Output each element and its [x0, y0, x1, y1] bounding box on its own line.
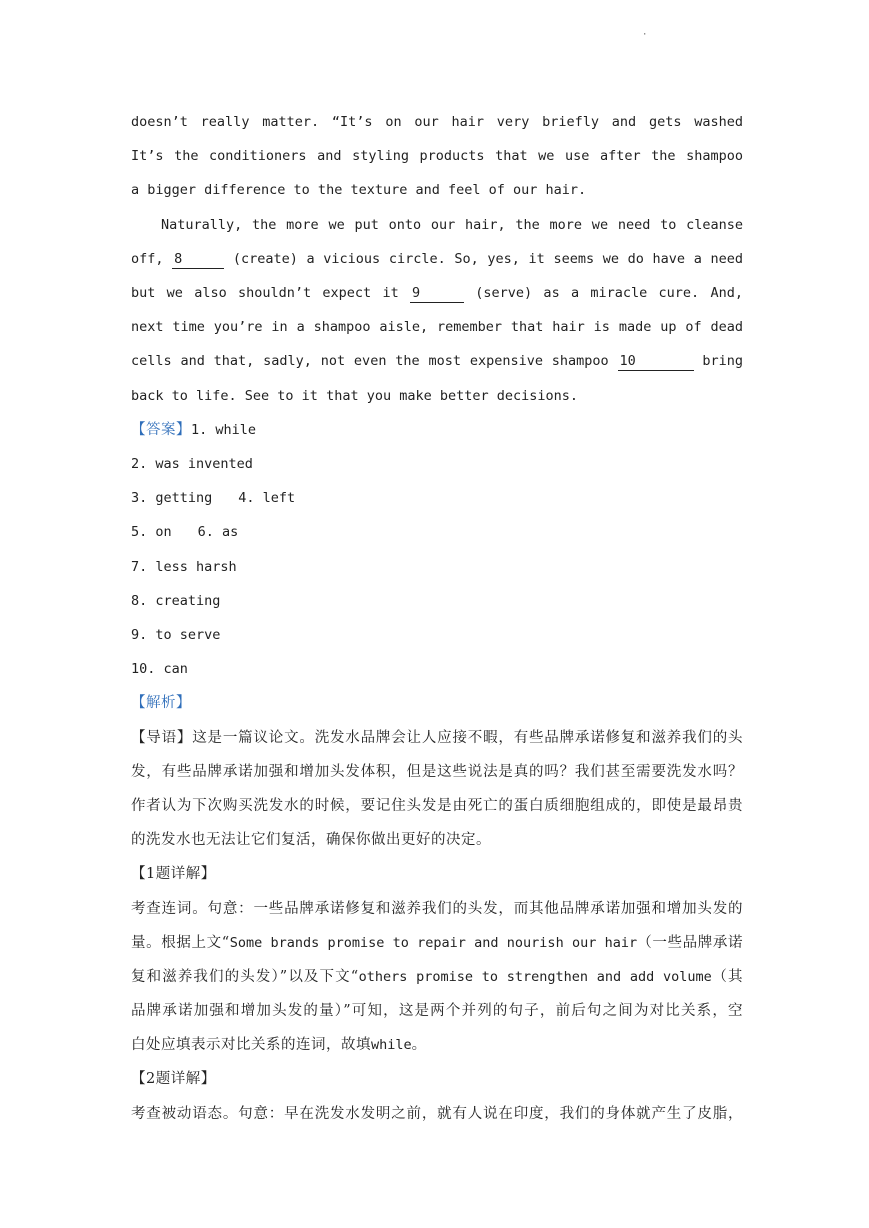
analysis-text: （一些品牌承诺: [637, 934, 743, 951]
answer-item: 1. while: [191, 421, 257, 438]
analysis-text: 量。根据上文“: [131, 934, 230, 951]
header-mark: ·: [642, 30, 648, 40]
analysis-text: 复和滋养我们的头发）”以及下文“: [131, 968, 359, 985]
passage-line: It’s the conditioners and styling products that we use after the shampoo: [131, 148, 743, 165]
answer-item: 2. was invented: [131, 455, 253, 472]
blank-8: 8: [172, 250, 224, 269]
answer-item: 9. to serve: [131, 626, 221, 643]
passage-text: but we also shouldn’t expect it: [131, 284, 399, 301]
analysis-line: 发，有些品牌承诺加强和增加头发体积，但是这些说法是真的吗？我们甚至需要洗发水吗？: [131, 763, 743, 780]
analysis-line: 作者认为下次购买洗发水的时候，要记住头发是由死亡的蛋白质细胞组成的，即使是最昂贵: [131, 797, 743, 814]
answer-item: 8. creating: [131, 592, 221, 609]
passage-text: off,: [131, 250, 164, 267]
passage-text: cells and that, sadly, not even the most expensive shampoo: [131, 353, 609, 370]
question-label: 【2题详解】: [131, 1071, 216, 1088]
answer-line: [131, 481, 743, 515]
answer-item: 5. on: [131, 524, 172, 541]
answer-item: 3. getting: [131, 490, 213, 507]
analysis-line: [131, 960, 743, 994]
passage-line: [131, 242, 743, 276]
quoted-english: Some brands promise to repair and nourish our hair: [229, 934, 638, 951]
analysis-line: 考查被动语态。句意：早在洗发水发明之前，就有人说在印度，我们的身体就产生了皮脂，: [131, 1105, 743, 1122]
quoted-english: others promise to strengthen and add volume: [358, 968, 712, 985]
answer-item: 4. left: [238, 490, 296, 507]
passage-line: a bigger difference to the texture and feel of our hair.: [131, 182, 587, 199]
analysis-label: 【解析】: [131, 695, 191, 712]
intro-label: 【导语】: [131, 729, 193, 746]
answer-item: 7. less harsh: [131, 558, 237, 575]
analysis-line: 考查连词。句意：一些品牌承诺修复和滋养我们的头发，而其他品牌承诺加强和增加头发的: [131, 900, 743, 917]
analysis-text: 。: [411, 1037, 427, 1054]
passage-line: doesn’t really matter. “It’s on our hair very briefly and gets washed: [131, 114, 743, 130]
passage-line: next time you’re in a shampoo aisle, remember that hair is made up of dead: [131, 319, 743, 336]
blank-9: 9: [410, 284, 464, 303]
answer-line: [131, 515, 743, 549]
answer-word: while: [371, 1037, 412, 1054]
analysis-line: 的洗发水也无法让它们复活，确保你做出更好的决定。: [131, 832, 491, 849]
answer-line: [131, 413, 743, 447]
answer-item: 6. as: [197, 524, 239, 541]
analysis-line: [131, 721, 743, 755]
passage-line: [131, 344, 743, 378]
question-label: 【1题详解】: [131, 866, 216, 883]
answer-item: 10. can: [131, 661, 188, 678]
analysis-line: [131, 1028, 743, 1062]
document-body: [131, 105, 743, 1131]
answer-label: 【答案】: [131, 421, 191, 438]
analysis-line: 品牌承诺加强和增加头发的量）”可知，这是两个并列的句子，前后句之间为对比关系，空: [131, 1003, 743, 1020]
passage-text: (create) a vicious circle. So, yes, it seems we do have a need: [232, 250, 743, 267]
passage-line: [131, 276, 743, 310]
analysis-line: [131, 926, 743, 960]
passage-text: bring: [702, 353, 743, 370]
passage-text: (serve) as a miracle cure. And,: [475, 284, 743, 301]
intro-text: 这是一篇议论文。洗发水品牌会让人应接不暇，有些品牌承诺修复和滋养我们的头: [192, 729, 743, 746]
analysis-text: （其: [711, 968, 743, 985]
blank-10: 10: [618, 352, 694, 371]
passage-line: back to life. See to it that you make better decisions.: [131, 387, 579, 404]
passage-line: Naturally, the more we put onto our hair, the more we need to cleanse: [161, 216, 743, 233]
analysis-text: 白处应填表示对比关系的连词，故填: [131, 1037, 371, 1054]
